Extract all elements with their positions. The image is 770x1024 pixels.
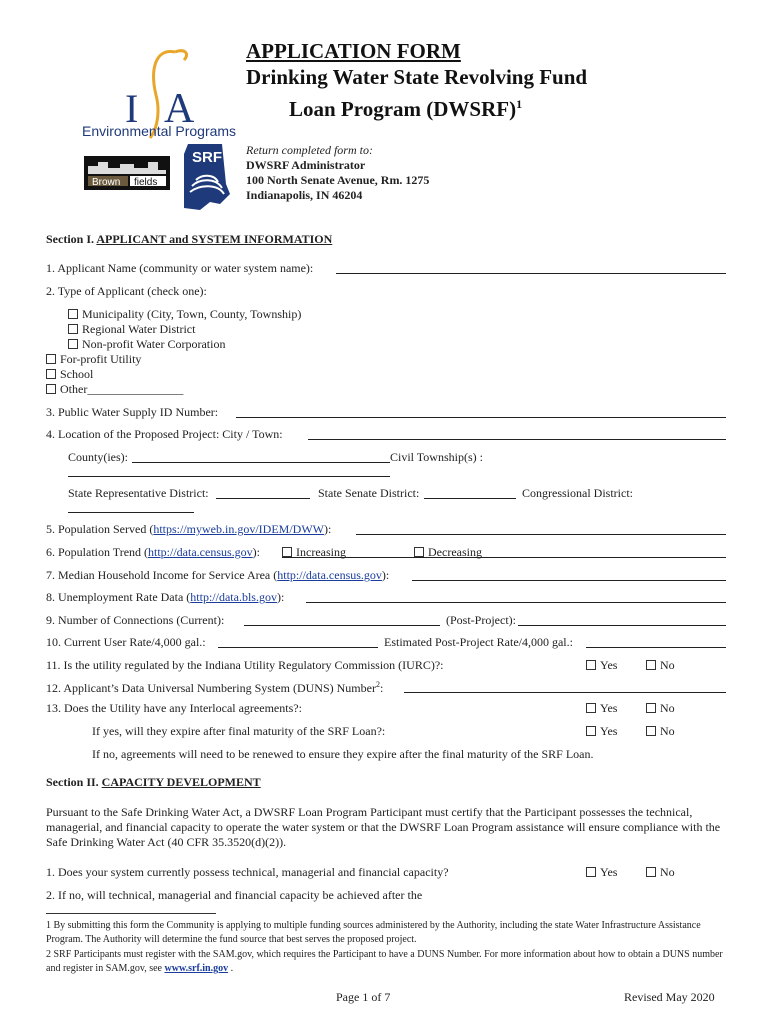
applicant-type-other[interactable]: Other________________ (46, 382, 183, 397)
q10-label: 10. Current User Rate/4,000 gal.: (46, 635, 206, 649)
applicant-name-field[interactable] (336, 273, 726, 274)
form-subtitle-line1: Drinking Water State Revolving Fund (246, 65, 588, 89)
congressional-label: Congressional District: (522, 486, 633, 500)
checkbox[interactable] (646, 660, 656, 670)
s2-q2-label: 2. If no, will technical, managerial and financial capacity be achieved after the (46, 888, 423, 902)
county-field[interactable] (132, 462, 390, 463)
q12-label: 12. Applicant’s Data Universal Numbering System (DUNS) Number$^2$: (46, 680, 384, 695)
q13b-note: If no, agreements will need to be renewed to ensure they expire after the final maturity of the SRF Loan. (92, 747, 594, 761)
q13-yes-option[interactable]: Yes (586, 701, 617, 716)
checkbox[interactable] (414, 547, 424, 557)
census-link[interactable]: http://data.census.gov (148, 545, 253, 559)
srf-indiana-icon (174, 144, 240, 214)
checkbox[interactable] (68, 339, 78, 349)
section2-paragraph: Pursuant to the Safe Drinking Water Act, a DWSRF Loan Program Participant must certify that the Participant possesses the technical, managerial, and financial capacity to operate the water system or that the DWSRF Loan Program assistance will ensure compliance with the Safe Drinking Water Act (40 CFR 35.3520(d)(2)). (46, 805, 721, 849)
q7-label: 7. Median Household Income for Service Area (http://data.census.gov): (46, 568, 390, 582)
q11-yes-option[interactable]: Yes (586, 658, 617, 673)
applicant-type-school[interactable]: School (46, 367, 93, 382)
q10-post-label: Estimated Post-Project Rate/4,000 gal.: (384, 635, 573, 649)
q6-label: 6. Population Trend (http://data.census.gov): (46, 545, 261, 559)
civil-township-label: Civil Township(s) : (390, 450, 483, 464)
svg-text:SRF: SRF (192, 149, 222, 166)
address-line3: Indianapolis, IN 46204 (246, 188, 363, 202)
q13a-no-option[interactable]: No (646, 724, 675, 739)
q11-label: 11. Is the utility regulated by the Indiana Utility Regulatory Commission (IURC)?: (46, 658, 444, 672)
q9-post-label: (Post-Project): (446, 613, 516, 627)
congressional-field[interactable] (68, 512, 194, 513)
q9-label: 9. Number of Connections (Current): (46, 613, 225, 627)
unemployment-field[interactable] (306, 602, 726, 603)
state-rep-label: State Representative District: (68, 486, 209, 500)
checkbox[interactable] (646, 703, 656, 713)
return-to-label: Return completed form to: (246, 143, 373, 157)
checkbox[interactable] (46, 354, 56, 364)
q13a-label: If yes, will they expire after final maturity of the SRF Loan?: (92, 724, 386, 738)
q13-label: 13. Does the Utility have any Interlocal agreements?: (46, 701, 302, 715)
svg-text:A: A (164, 86, 195, 132)
footnote-divider (46, 913, 216, 914)
svg-text:I: I (125, 86, 139, 131)
connections-current-field[interactable] (244, 625, 440, 626)
city-town-field[interactable] (308, 439, 726, 440)
checkbox[interactable] (646, 867, 656, 877)
srf-website-link[interactable]: www.srf.in.gov (164, 963, 229, 974)
checkbox[interactable] (46, 369, 56, 379)
form-subtitle-line2: Loan Program (DWSRF)$^1$ (289, 97, 523, 121)
checkbox[interactable] (586, 867, 596, 877)
dww-link[interactable]: https://myweb.in.gov/IDEM/DWW (153, 522, 324, 536)
footnote-1: 1 By submitting this form the Community is applying to multiple funding sources administered by the Authority, including the state Water Infrastructure Assistance Program. The Authority will determine the fund source that best serves the proposed project. (46, 920, 701, 945)
connections-post-field[interactable] (518, 625, 726, 626)
page-number: Page 1 of 7 (336, 990, 391, 1004)
post-rate-field[interactable] (586, 647, 726, 648)
applicant-type-nonprofit[interactable]: Non-profit Water Corporation (68, 337, 225, 352)
county-label: County(ies): (68, 450, 128, 464)
checkbox[interactable] (68, 309, 78, 319)
checkbox[interactable] (46, 384, 56, 394)
checkbox[interactable] (586, 660, 596, 670)
checkbox[interactable] (646, 726, 656, 736)
median-income-field[interactable] (412, 580, 726, 581)
q5-label: 5. Population Served (https://myweb.in.gov/IDEM/DWW): (46, 522, 332, 536)
q1-label: 1. Applicant Name (community or water system name): (46, 261, 314, 275)
s2-q1-no-option[interactable]: No (646, 865, 675, 880)
s2-q1-label: 1. Does your system currently possess technical, managerial and financial capacity? (46, 865, 449, 879)
civil-township-field[interactable] (68, 476, 390, 477)
brownfields-brown-text: Brown (92, 177, 121, 188)
applicant-type-regional[interactable]: Regional Water District (68, 322, 195, 337)
duns-field[interactable] (404, 692, 726, 693)
state-rep-field[interactable] (216, 498, 310, 499)
trend-increasing-option[interactable]: Increasing (282, 545, 346, 560)
population-served-field[interactable] (356, 534, 726, 535)
applicant-type-forprofit[interactable]: For-profit Utility (46, 352, 141, 367)
population-trend-field[interactable] (282, 557, 726, 558)
q4-label: 4. Location of the Proposed Project: City / Town: (46, 427, 283, 441)
address-line1: DWSRF Administrator (246, 158, 366, 172)
q3-label: 3. Public Water Supply ID Number: (46, 405, 219, 419)
checkbox[interactable] (282, 547, 292, 557)
state-senate-label: State Senate District: (318, 486, 420, 500)
census-income-link[interactable]: http://data.census.gov (277, 568, 382, 582)
form-title: APPLICATION FORM (246, 39, 461, 63)
brownfields-fields-text: fields (134, 177, 158, 188)
section1-heading: Section I. APPLICANT and SYSTEM INFORMATION (46, 232, 333, 246)
state-senate-field[interactable] (424, 498, 516, 499)
checkbox[interactable] (68, 324, 78, 334)
pws-id-field[interactable] (236, 417, 726, 418)
brownfields-logo (84, 156, 170, 190)
q2-label: 2. Type of Applicant (check one): (46, 284, 207, 298)
s2-q1-yes-option[interactable]: Yes (586, 865, 617, 880)
current-rate-field[interactable] (218, 647, 378, 648)
address-line2: 100 North Senate Avenue, Rm. 1275 (246, 173, 430, 187)
revised-date: Revised May 2020 (624, 990, 715, 1004)
skyline-icon (84, 156, 170, 190)
srf-logo (174, 144, 240, 214)
footnote-2: 2 SRF Participants must register with the SAM.gov, which requires the Participant to have a DUNS Number. For more information about how to obtain a DUNS number and register in SAM.gov, see www.srf.in.gov . (46, 949, 723, 974)
trend-decreasing-option[interactable]: Decreasing (414, 545, 482, 560)
section2-heading: Section II. CAPACITY DEVELOPMENT (46, 775, 261, 789)
q11-no-option[interactable]: No (646, 658, 675, 673)
applicant-type-municipality[interactable]: Municipality (City, Town, County, Township) (68, 307, 301, 322)
q8-label: 8. Unemployment Rate Data (http://data.bls.gov): (46, 590, 285, 604)
q13a-yes-option[interactable]: Yes (586, 724, 617, 739)
checkbox[interactable] (586, 703, 596, 713)
q13-no-option[interactable]: No (646, 701, 675, 716)
env-programs-label: Environmental Programs (82, 123, 237, 139)
bls-link[interactable]: http://data.bls.gov (190, 590, 277, 604)
checkbox[interactable] (586, 726, 596, 736)
